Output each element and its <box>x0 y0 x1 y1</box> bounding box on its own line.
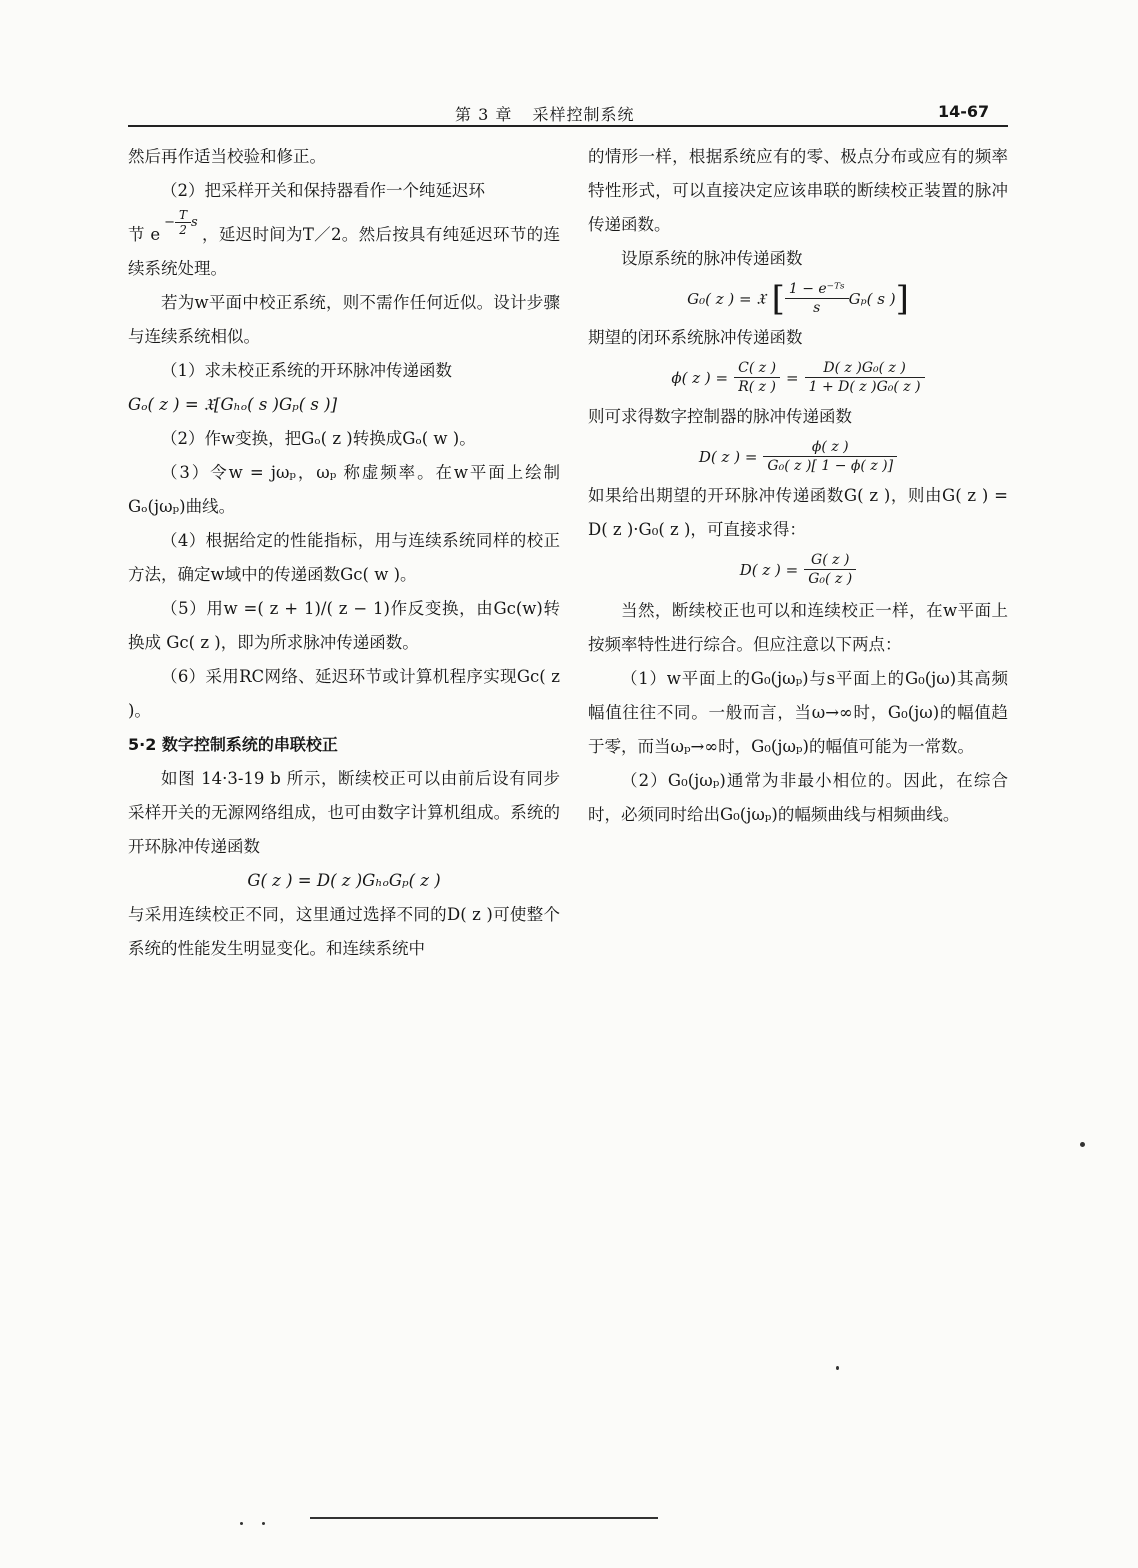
scan-speck <box>240 1522 243 1525</box>
left-column <box>128 140 560 966</box>
chapter-label: 第 3 章 <box>455 105 513 124</box>
paragraph: 设原系统的脉冲传递函数 <box>621 249 803 268</box>
paragraph-delay <box>128 208 560 286</box>
header-rule <box>128 125 1008 127</box>
step-5: （5）用w =( z + 1)/( z − 1)作反变换，由Gc(w)转换成 Gc( z )，即为所求脉冲传递函数。 <box>128 599 560 652</box>
step-3: （3）令w = jωₚ，ωₚ 称虚频率。在w平面上绘制 Gₒ(jωₚ)曲线。 <box>128 463 560 516</box>
paragraph: 期望的闭环系统脉冲传递函数 <box>588 328 803 347</box>
step-1: （1）求未校正系统的开环脉冲传递函数 <box>161 361 452 380</box>
step-6: （6）采用RC网络、延迟环节或计算机程序实现Gc( z )。 <box>128 667 560 720</box>
open-loop-formula: G( z ) = D( z )GₕₒGₚ( z ) <box>247 871 441 890</box>
paragraph: 的情形一样，根据系统应有的零、极点分布或应有的频率特性形式，可以直接决定应该串联的断续校正装置的脉冲传递函数。 <box>588 147 1008 234</box>
paragraph: 若为w平面中校正系统，则不需作任何近似。设计步骤与连续系统相似。 <box>128 293 560 346</box>
chapter-title: 采样控制系统 <box>532 105 635 124</box>
paragraph: 如果给出期望的开环脉冲传递函数G( z )，则由G( z ) = D( z )·G₀( z )，可直接求得： <box>588 486 1008 539</box>
running-head <box>455 102 648 125</box>
formula-d: D( z ) = $\frac{\phi( z )}{\text{G₀( z )[ 1 − ϕ( z )]}}$ <box>588 438 1008 475</box>
paragraph: 如图 14·3-19 b 所示，断续校正可以由前后设有同步采样开关的无源网络组成，也可由数字计算机组成。系统的开环脉冲传递函数 <box>128 769 560 856</box>
delay-text: ，延迟时间为T／2。然后按具有纯延迟环节的连续系统处理。 <box>128 225 560 278</box>
step-2: （2）作w变换，把Gₒ( z )转换成Gₒ( w )。 <box>161 429 476 448</box>
scan-speck <box>1080 1142 1085 1147</box>
page-number: 14-67 <box>938 102 990 121</box>
paragraph: 然后再作适当校验和修正。 <box>128 147 326 166</box>
section-heading: 5·2 数字控制系统的串联校正 <box>128 735 338 754</box>
step-1-formula: Gₒ( z ) = 𝔛[Gₕₒ( s )Gₚ( s )] <box>128 395 338 414</box>
paragraph: 当然，断续校正也可以和连续校正一样，在w平面上按频率特性进行综合。但应注意以下两点： <box>588 601 1008 654</box>
formula-g0: G₀( z ) = 𝔛 [ $\frac{\text{1 − e⁻ᵀˢ}}{s}$ Gₚ( s ) ] <box>687 278 909 319</box>
formula-d-direct: D( z ) = $\frac{G( z )}{\text{G₀( z )}}$ <box>588 551 1008 588</box>
right-column <box>588 140 1008 832</box>
scan-speck <box>836 1366 839 1370</box>
paragraph: （2）把采样开关和保持器看作一个纯延迟环 <box>161 181 485 200</box>
delay-exponent: − $\frac{T}{2}$ s <box>164 208 198 237</box>
paragraph: 则可求得数字控制器的脉冲传递函数 <box>588 407 852 426</box>
step-4: （4）根据给定的性能指标，用与连续系统同样的校正方法，确定w域中的传递函数Gc( w )。 <box>128 531 560 584</box>
delay-term: 节 e <box>128 225 161 244</box>
note-2: （2）G₀(jωₚ)通常为非最小相位的。因此，在综合时，必须同时给出G₀(jωₚ)的幅频曲线与相频曲线。 <box>588 771 1008 824</box>
footer-rule <box>310 1517 658 1519</box>
paragraph: 与采用连续校正不同，这里通过选择不同的D( z )可使整个系统的性能发生明显变化。和连续系统中 <box>128 905 560 958</box>
note-1: （1）w平面上的G₀(jωₚ)与s平面上的G₀(jω)其高频幅值往往不同。一般而言，当ω→∞时，G₀(jω)的幅值趋于零，而当ωₚ→∞时，G₀(jωₚ)的幅值可能为一常数。 <box>588 669 1008 756</box>
formula-phi: ϕ( z ) = $\frac{C( z )}{R( z )}$ = $\frac{\text{D( z )G₀( z )}}{\text{1 + D( z )G₀( z )}}$ <box>588 359 1008 396</box>
scan-speck <box>262 1522 265 1525</box>
